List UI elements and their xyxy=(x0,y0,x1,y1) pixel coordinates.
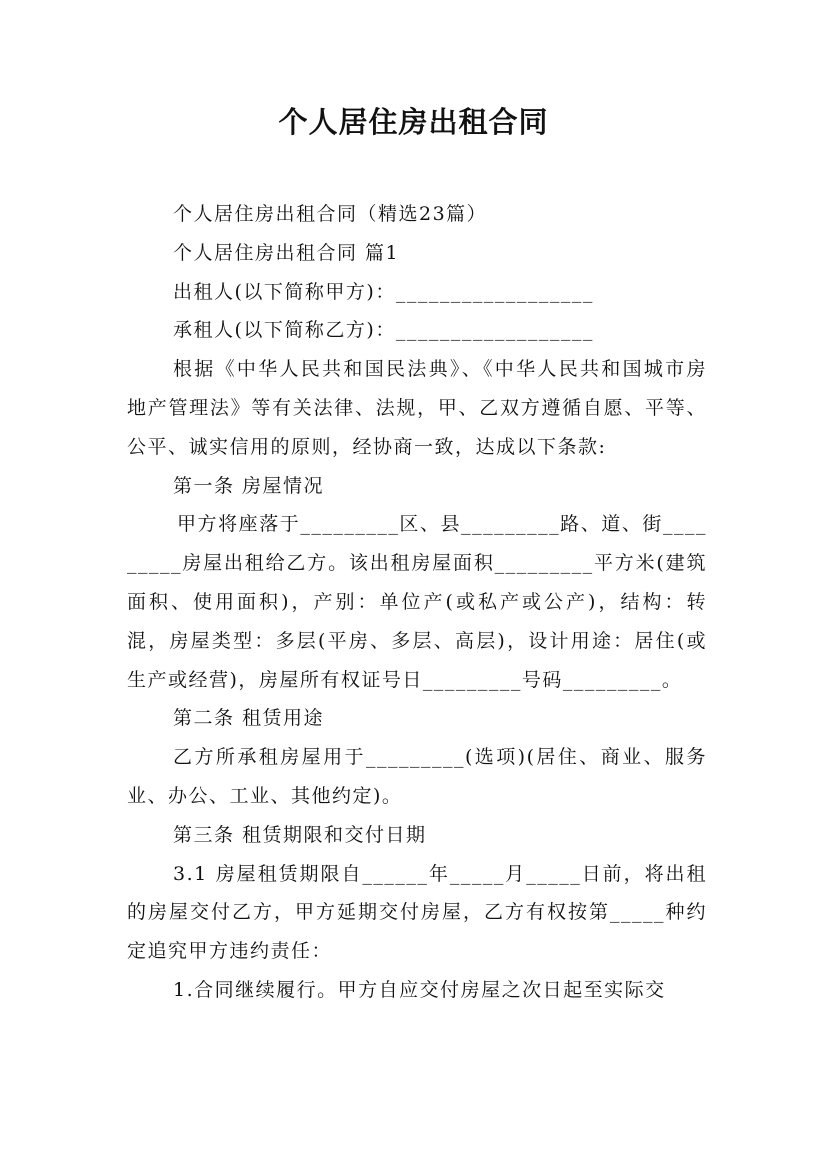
paragraph-article-3-heading: 第三条 租赁期限和交付日期 xyxy=(173,823,427,846)
paragraph-lessee: 承租人(以下简称乙方)：__________________ xyxy=(173,319,594,342)
paragraph-lessor: 出租人(以下简称甲方)：__________________ xyxy=(173,280,594,303)
paragraph-article-1-heading: 第一条 房屋情况 xyxy=(173,474,325,497)
paragraph-preamble: 根据《中华人民共和国民法典》、《中华人民共和国城市房地产管理法》等有关法律、法规，甲、乙双方遵循自愿、平等、公平、诚实信用的原则，经协商一致，达成以下条款: xyxy=(127,358,707,458)
paragraph-article-3-1: 3.1 房屋租赁期限自______年_____月_____日前，将出租的房屋交付乙方，甲方延期交付房屋，乙方有权按第_____种约定追究甲方违约责任： xyxy=(127,862,707,963)
paragraph-article-1-body: 甲方将座落于_________区、县_________路、道、街_________房屋出租给乙方。该出租房屋面积_________平方米(建筑面积、使用面积)，产别：单位产(或私产或公产)，结构：转混，房屋类型：多层(平房、多层、高层)，设计用途：居住(或生产或经营)，房屋所有权证号日_________号码_________。 xyxy=(127,513,707,691)
paragraph-subtitle: 个人居住房出租合同（精选23篇） xyxy=(173,203,488,225)
paragraph-article-3-item-1: 1.合同继续履行。甲方自应交付房屋之次日起至实际交 xyxy=(173,978,666,1001)
document-body xyxy=(127,195,707,1010)
paragraph-article-2-heading: 第二条 租赁用途 xyxy=(173,707,325,730)
paragraph-article-2-body: 乙方所承租房屋用于_________(选项)(居住、商业、服务业、办公、工业、其他约定)。 xyxy=(127,746,707,807)
document-title: 个人居住房出租合同 xyxy=(278,105,549,139)
paragraph-section-heading: 个人居住房出租合同 篇1 xyxy=(173,241,400,264)
